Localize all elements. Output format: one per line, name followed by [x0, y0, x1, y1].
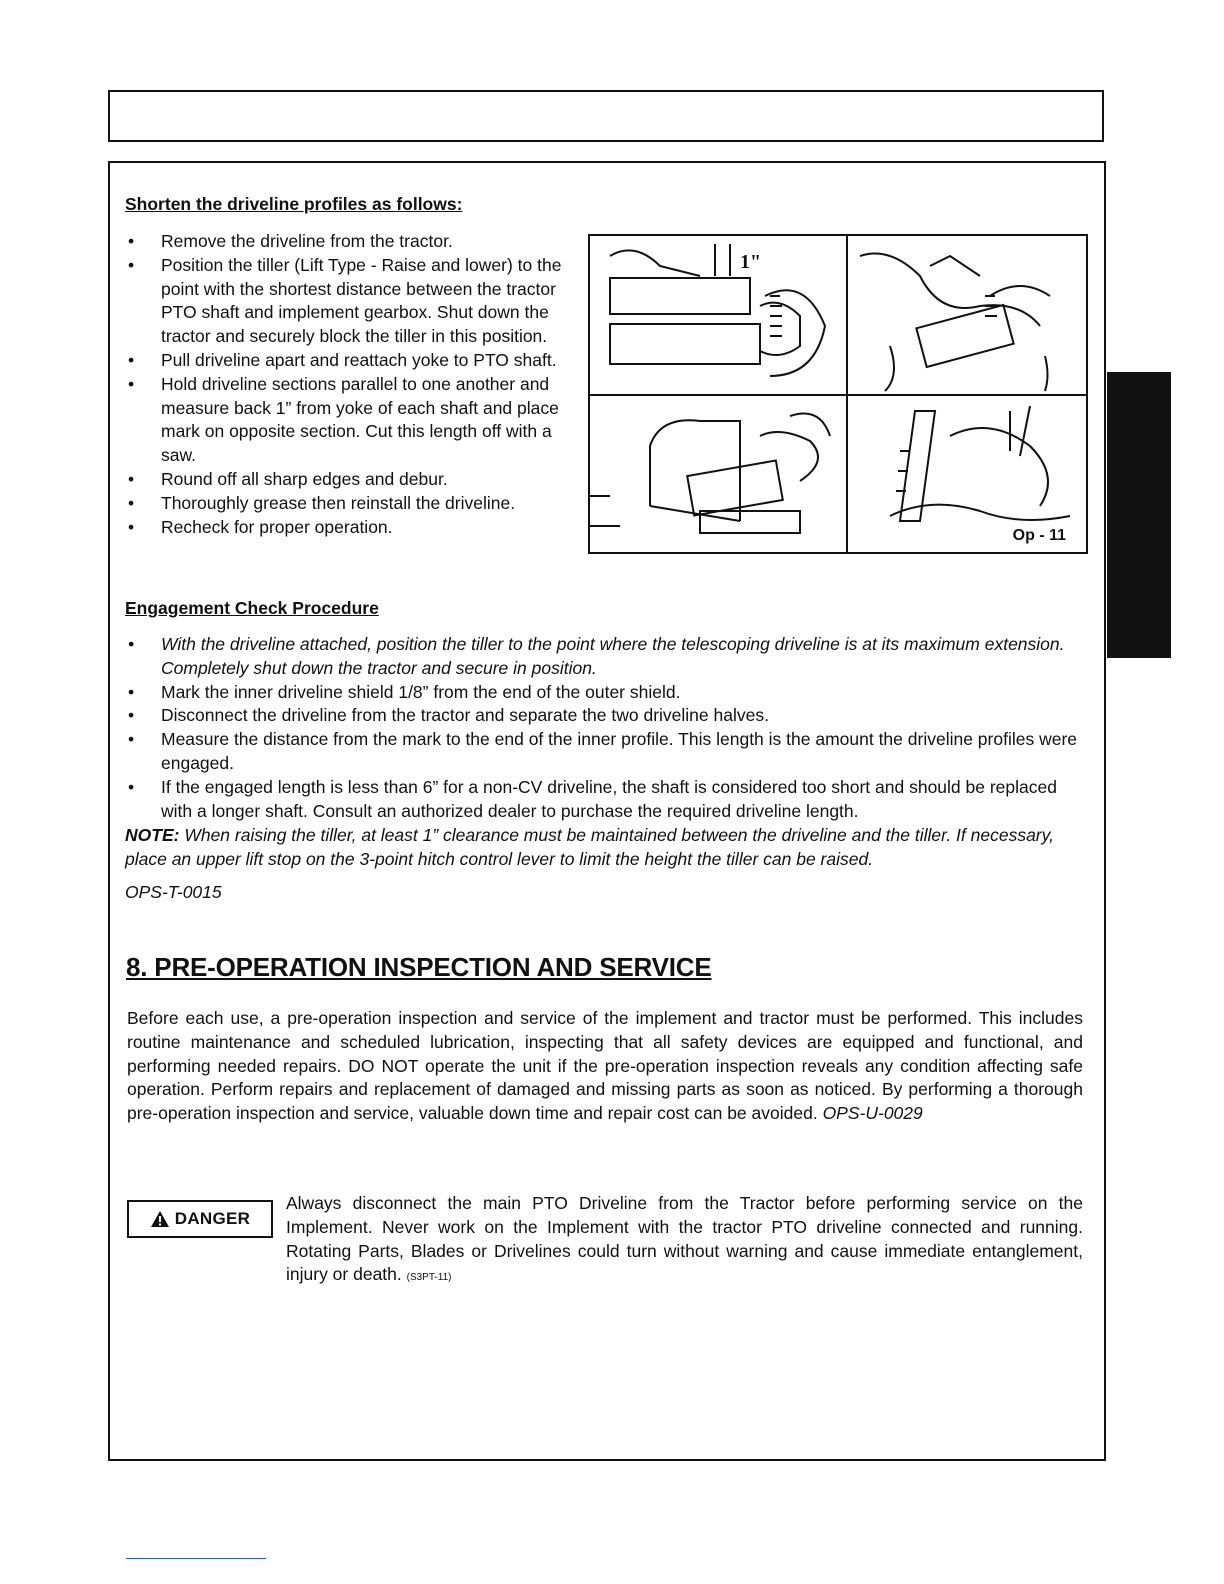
- section-side-tab: [1107, 372, 1171, 658]
- note-label: NOTE:: [125, 825, 180, 845]
- shorten-steps-list: [125, 230, 577, 539]
- note-text: When raising the tiller, at least 1” clearance must be maintained between the driveline and the tiller. If necessary, place an upper lift stop on the 3-point hitch control lever to limit the height the tiller can be raised.: [125, 825, 1054, 869]
- danger-message: [286, 1192, 1083, 1290]
- engagement-note: [125, 824, 1091, 872]
- list-item: • Position the tiller (Lift Type - Raise and lower) to the point with the shortest distance between the tractor PTO shaft and implement gearbox. Shut down the tractor and securely block the tiller in this position.: [125, 254, 577, 349]
- list-item: • Mark the inner driveline shield 1/8” from the end of the outer shield.: [125, 681, 1091, 705]
- footer-link-line: [126, 1558, 266, 1559]
- list-item: • If the engaged length is less than 6” for a non-CV driveline, the shaft is considered too short and should be replaced with a longer shaft. Consult an authorized dealer to purchase the required driveline length.: [125, 776, 1091, 824]
- danger-label: DANGER: [174, 1209, 251, 1228]
- paragraph-text: Before each use, a pre-operation inspection and service of the implement and tractor must be performed. This includes routine maintenance and scheduled lubrication, inspecting that all safety devices are equipped and functional, and performing needed repairs. DO NOT operate the unit if the pre-operation inspection reveals any condition affecting safe operation. Perform repairs and replacement of damaged and missing parts as soon as noticed. By performing a thorough pre-operation inspection and service, valuable down time and repair cost can be avoided.: [127, 1008, 1083, 1124]
- list-item: • Hold driveline sections parallel to one another and measure back 1” from yoke of each shaft and place mark on opposite section. Cut this length off with a saw.: [125, 373, 577, 468]
- list-item: • Thoroughly grease then reinstall the driveline.: [125, 492, 577, 516]
- list-item: • Round off all sharp edges and debur.: [125, 468, 577, 492]
- figure-label: Op - 11: [1012, 527, 1066, 544]
- list-item: • Recheck for proper operation.: [125, 516, 577, 540]
- engagement-steps-list: [125, 633, 1091, 823]
- section-title: 8. PRE-OPERATION INSPECTION AND SERVICE: [126, 952, 712, 982]
- shorten-heading: Shorten the driveline profiles as follows:: [125, 194, 463, 214]
- danger-text: Always disconnect the main PTO Driveline from the Tractor before performing service on the Implement. Never work on the Implement with the tractor PTO driveline connected and running. Rotating Parts, Blades or Drivelines could turn without warning and cause immediate entanglement, injury or death.: [286, 1193, 1083, 1285]
- list-item: • With the driveline attached, position the tiller to the point where the telescoping driveline is at its maximum extension. Completely shut down the tractor and secure in position.: [125, 633, 1091, 681]
- list-item: • Pull driveline apart and reattach yoke to PTO shaft.: [125, 349, 577, 373]
- danger-badge: [127, 1200, 273, 1238]
- measure-label: 1": [740, 251, 762, 273]
- illustration-drawing: [590, 236, 1086, 552]
- engagement-code: OPS-T-0015: [125, 882, 222, 902]
- driveline-illustration: [588, 234, 1088, 554]
- warning-triangle-icon: [150, 1210, 170, 1228]
- list-item: • Disconnect the driveline from the tractor and separate the two driveline halves.: [125, 704, 1091, 728]
- paragraph-code: OPS-U-0029: [822, 1103, 923, 1124]
- list-item: • Measure the distance from the mark to the end of the inner profile. This length is the amount the driveline profiles were engaged.: [125, 728, 1091, 776]
- section-paragraph: [127, 1007, 1083, 1126]
- page-header-box: [108, 90, 1104, 142]
- list-item: • Remove the driveline from the tractor.: [125, 230, 577, 254]
- danger-code: (S3PT-11): [406, 1272, 452, 1284]
- engagement-heading: Engagement Check Procedure: [125, 598, 379, 618]
